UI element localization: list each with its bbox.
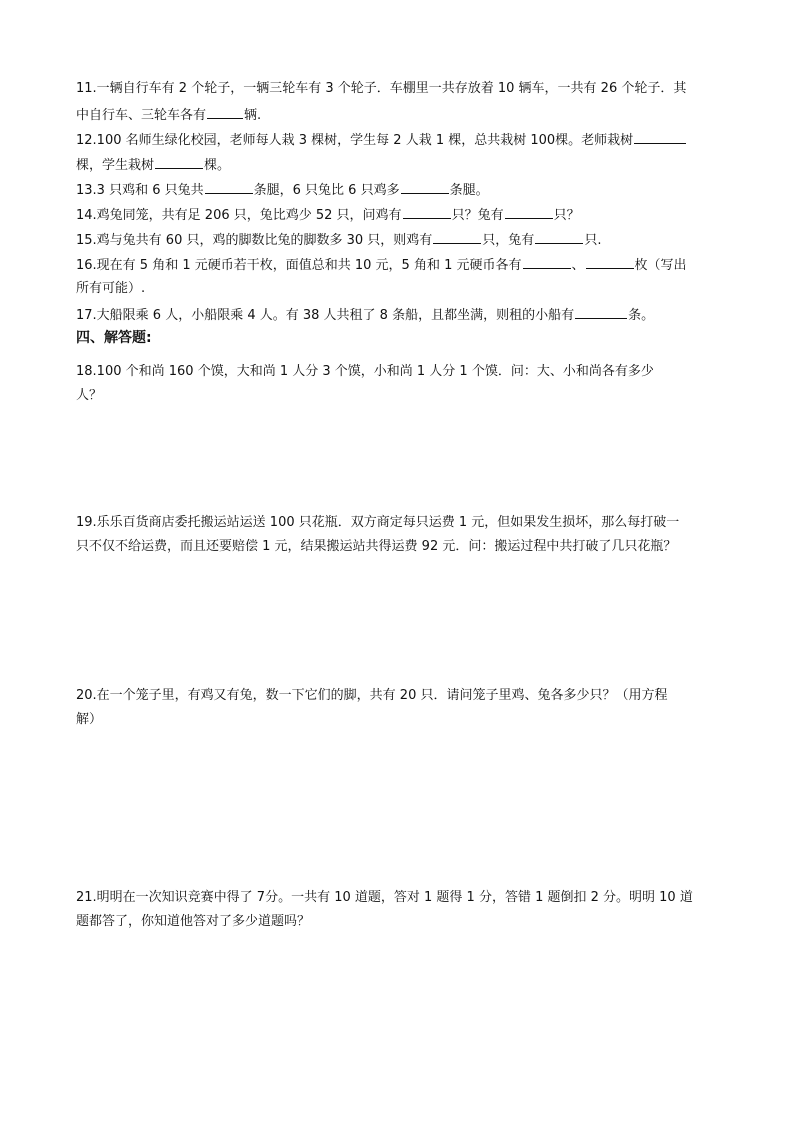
q15-text-a: 15.鸡与兔共有 60 只，鸡的脚数比兔的脚数多 30 只，则鸡有 — [76, 233, 433, 248]
q15-line — [76, 230, 716, 250]
q13-text-b: 条腿，6 只兔比 6 只鸡多 — [253, 183, 400, 198]
q17-line — [76, 305, 716, 325]
q13-blank-total[interactable] — [205, 180, 253, 194]
q16-text-d: 所有可能）. — [76, 281, 146, 296]
q17-text-a: 17.大船限乘 6 人，小船限乘 4 人。有 38 人共租了 8 条船，且都坐满，则租的小船有 — [76, 308, 575, 323]
q14-text-b: 只？兔有 — [451, 208, 504, 223]
q17-blank-smallboat[interactable] — [575, 305, 627, 319]
q15-blank-chicken[interactable] — [433, 230, 481, 244]
q11-line1 — [76, 80, 716, 98]
q19-line1: 19.乐乐百货商店委托搬运站运送 100 只花瓶．双方商定每只运费 1 元，但如果发生损坏，那么每打破一 — [76, 515, 680, 530]
q16-text-a: 16.现在有 5 角和 1 元硬币若干枚，面值总和共 10 元，5 角和 1 元硬币各有 — [76, 258, 522, 273]
q18-line2: 人？ — [76, 388, 103, 403]
q11-text-b: 中自行车、三轮车各有 — [76, 108, 207, 123]
q15-text-c: 只. — [584, 233, 602, 248]
q14-blank-chicken[interactable] — [403, 205, 451, 219]
q11-text-c: 辆. — [244, 108, 262, 123]
q11-blank[interactable] — [207, 105, 243, 119]
q11-line2 — [76, 105, 716, 125]
q12-blank-teacher[interactable] — [634, 130, 686, 144]
q13-text-c: 条腿。 — [449, 183, 489, 198]
q18-line1: 18.100 个和尚 160 个馍，大和尚 1 人分 3 个馍，小和尚 1 人分 1 个馍．问：大、小和尚各有多少 — [76, 364, 654, 379]
q13-line — [76, 180, 716, 200]
section-heading: 四、解答题: — [76, 330, 152, 346]
q12-blank-student[interactable] — [155, 155, 203, 169]
q14-text-a: 14.鸡兔同笼，共有足 206 只，兔比鸡少 52 只，问鸡有 — [76, 208, 402, 223]
q16-text-c: 枚（写出 — [634, 258, 687, 273]
q15-text-b: 只，兔有 — [482, 233, 535, 248]
q20-problem — [76, 684, 716, 732]
q12-text-a: 12.100 名师生绿化校园，老师每人栽 3 棵树，学生每 2 人栽 1 棵，总共栽树 100棵。老师栽树 — [76, 133, 634, 148]
q16-line1 — [76, 255, 716, 275]
q12-line2 — [76, 155, 716, 175]
q12-line1 — [76, 130, 716, 150]
q11-text-a: 11.一辆自行车有 2 个轮子，一辆三轮车有 3 个轮子．车棚里一共存放着 10 辆车，一共有 26 个轮子．其 — [76, 81, 687, 96]
q14-line — [76, 205, 716, 225]
q12-text-c: 棵。 — [204, 158, 231, 173]
q20-line1: 20.在一个笼子里，有鸡又有兔，数一下它们的脚，共有 20 只．请问笼子里鸡、兔各多少只？（用方程 — [76, 688, 668, 703]
q16-blank-1yuan[interactable] — [586, 255, 634, 269]
q16-line2 — [76, 280, 716, 298]
q21-line1: 21.明明在一次知识竞赛中得了 7分。一共有 10 道题，答对 1 题得 1 分，答错 1 题倒扣 2 分。明明 10 道 — [76, 890, 693, 905]
q18-problem — [76, 360, 716, 408]
q19-problem — [76, 511, 716, 559]
q15-blank-rabbit[interactable] — [535, 230, 583, 244]
q21-line2: 题都答了，你知道他答对了多少道题吗？ — [76, 914, 311, 929]
q16-blank-5jiao[interactable] — [523, 255, 571, 269]
q14-blank-rabbit[interactable] — [505, 205, 553, 219]
q16-text-b: 、 — [571, 258, 585, 273]
q21-problem — [76, 886, 716, 934]
q20-line2: 解） — [76, 712, 103, 727]
q14-text-c: 只？ — [553, 208, 580, 223]
q13-text-a: 13.3 只鸡和 6 只兔共 — [76, 183, 204, 198]
q13-blank-diff[interactable] — [401, 180, 449, 194]
q19-line2: 只不仅不给运费，而且还要赔偿 1 元，结果搬运站共得运费 92 元．问：搬运过程中共打破了几只花瓶？ — [76, 539, 677, 554]
q17-text-b: 条。 — [628, 308, 655, 323]
q12-text-b: 棵，学生栽树 — [76, 158, 155, 173]
